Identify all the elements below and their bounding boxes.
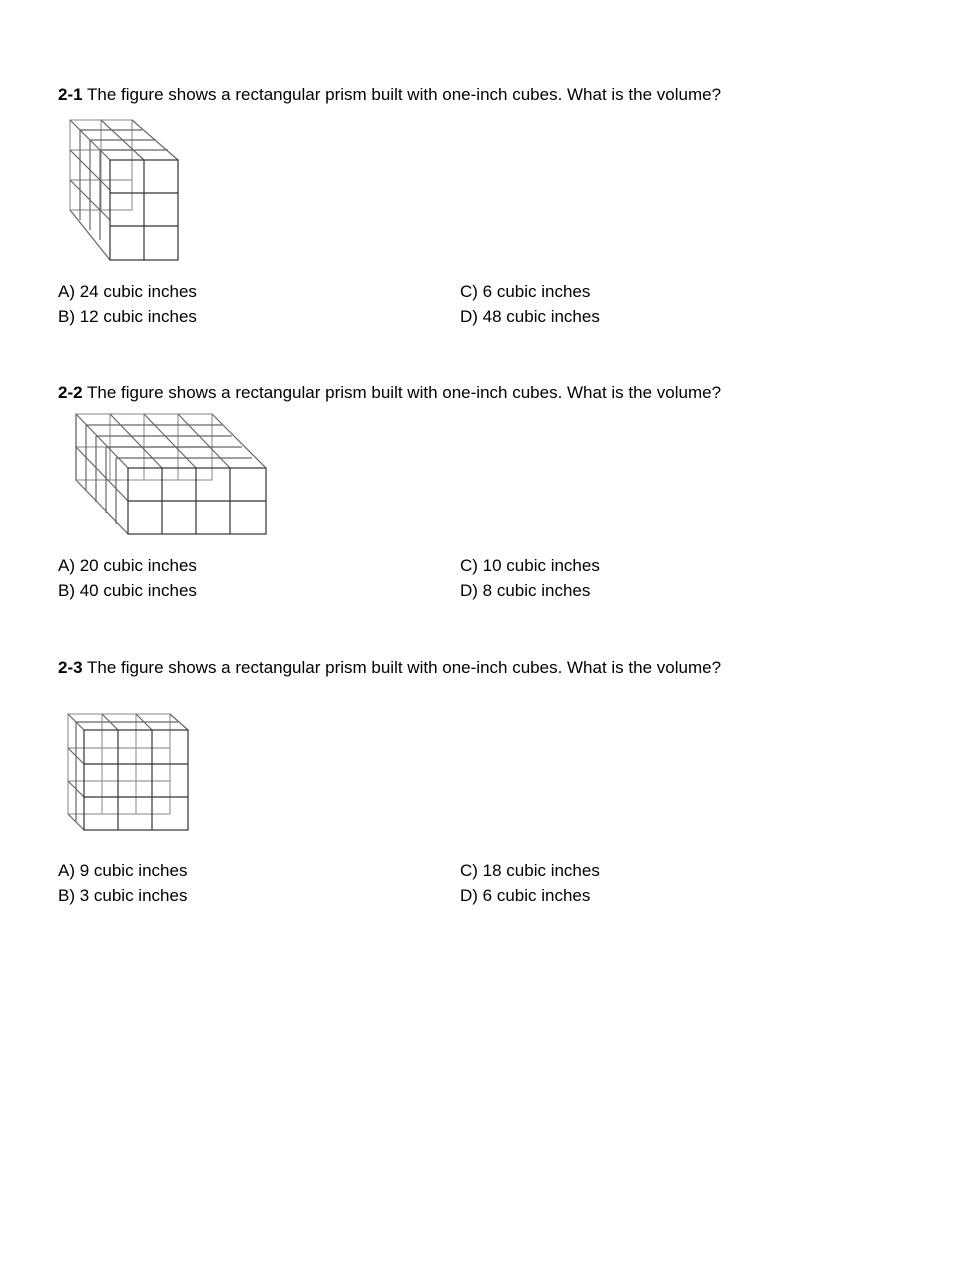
option-d[interactable]: D) 8 cubic inches: [460, 581, 591, 600]
question-number: 2-2: [58, 383, 83, 402]
question-title: [58, 382, 918, 404]
question-number: 2-1: [58, 85, 83, 104]
question-title: [58, 84, 918, 106]
option-b[interactable]: B) 3 cubic inches: [58, 886, 188, 905]
question-2-3: [58, 657, 918, 679]
question-2-1: [58, 84, 918, 106]
option-a[interactable]: A) 24 cubic inches: [58, 282, 197, 301]
cube-prism-figure: [62, 708, 197, 843]
option-b[interactable]: B) 12 cubic inches: [58, 307, 197, 326]
question-title: [58, 657, 918, 679]
question-prompt: The figure shows a rectangular prism built with one-inch cubes. What is the volume?: [87, 85, 722, 104]
question-number: 2-3: [58, 658, 83, 677]
option-c[interactable]: C) 6 cubic inches: [460, 282, 591, 301]
option-d[interactable]: D) 6 cubic inches: [460, 886, 591, 905]
cube-prism-figure: [62, 410, 282, 545]
option-b[interactable]: B) 40 cubic inches: [58, 581, 197, 600]
option-c[interactable]: C) 18 cubic inches: [460, 861, 600, 880]
option-a[interactable]: A) 9 cubic inches: [58, 861, 188, 880]
answer-options: [58, 281, 918, 331]
question-prompt: The figure shows a rectangular prism built with one-inch cubes. What is the volume?: [87, 658, 722, 677]
option-d[interactable]: D) 48 cubic inches: [460, 307, 600, 326]
question-prompt: The figure shows a rectangular prism built with one-inch cubes. What is the volume?: [87, 383, 722, 402]
answer-options: [58, 555, 918, 605]
question-2-2: [58, 382, 918, 404]
cube-prism-figure: [60, 114, 190, 266]
option-a[interactable]: A) 20 cubic inches: [58, 556, 197, 575]
option-c[interactable]: C) 10 cubic inches: [460, 556, 600, 575]
answer-options: [58, 860, 918, 910]
